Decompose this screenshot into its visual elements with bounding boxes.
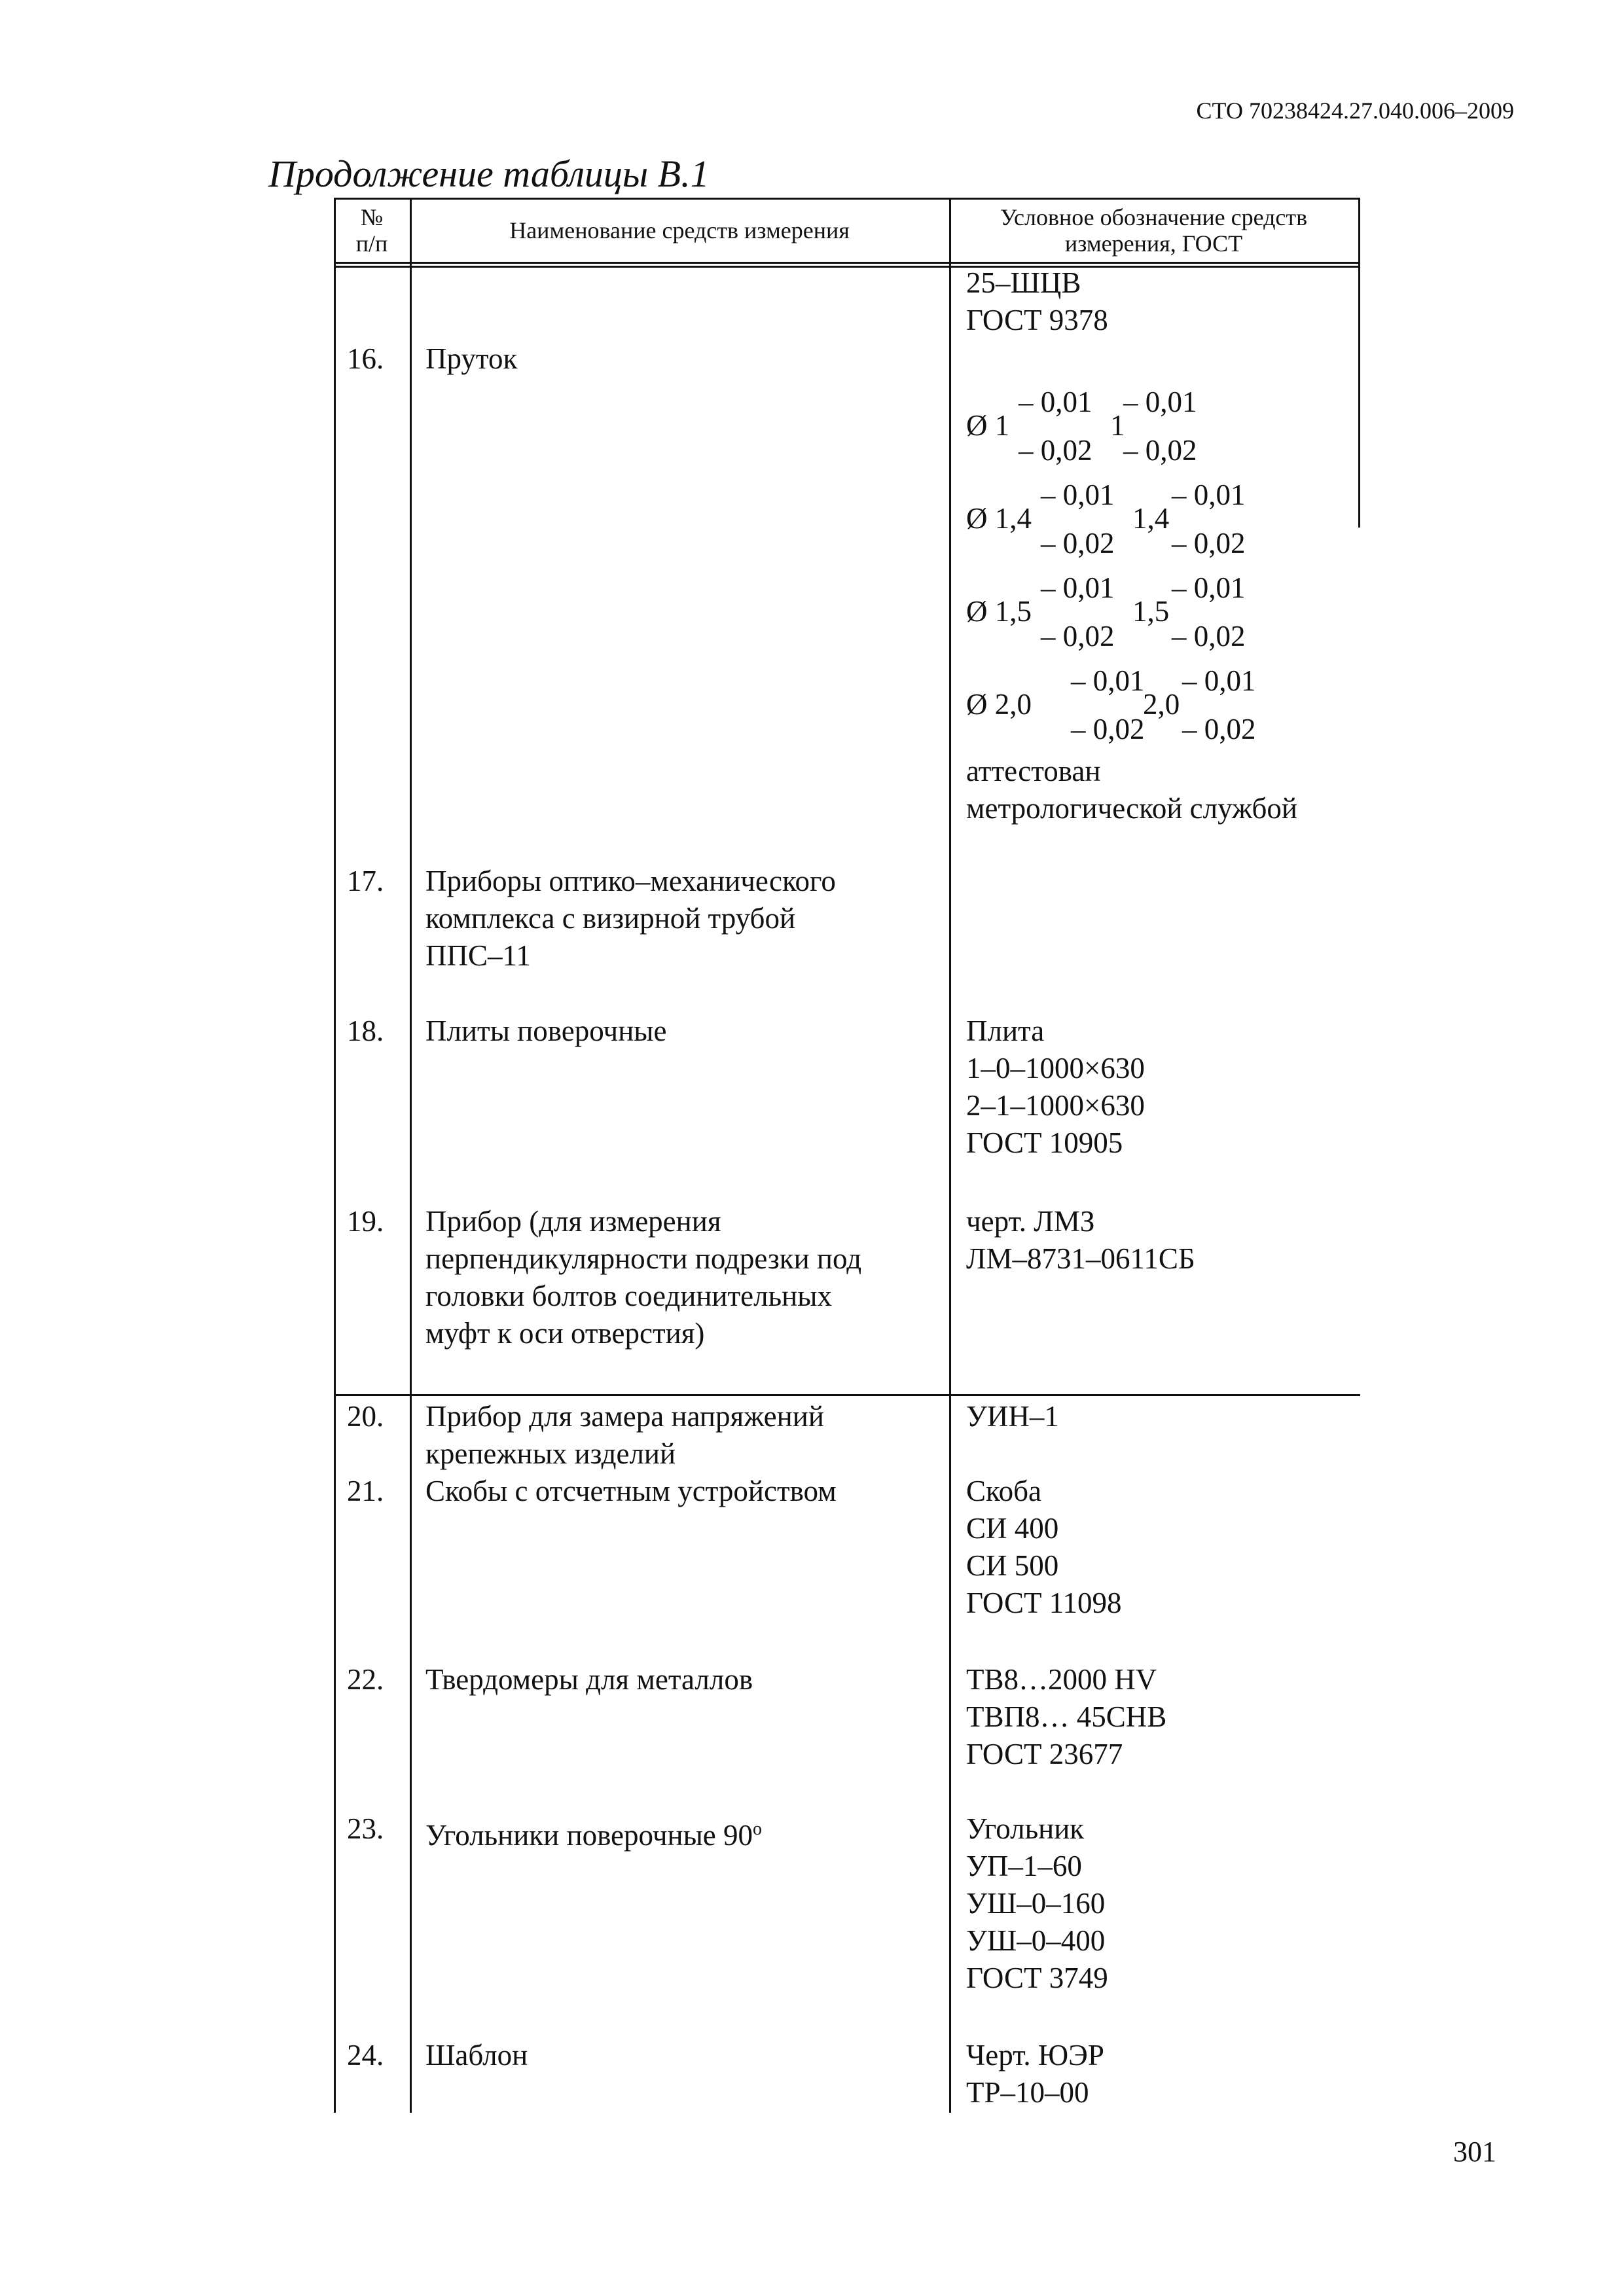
diameter-label: Ø 2,0 (966, 688, 1032, 721)
upper-deviation: – 0,01 (1071, 664, 1145, 697)
row-number: 20. (347, 1400, 384, 1433)
document-code: СТО 70238424.27.040.006–2009 (1196, 98, 1514, 124)
instrument-code: Скоба СИ 400 СИ 500 ГОСТ 11098 (966, 1475, 1122, 1619)
second-dimension: 1,4 (1132, 502, 1170, 535)
column-header-number: № п/п (355, 204, 388, 257)
row-number: 21. (347, 1475, 384, 1507)
row-number: 24. (347, 2039, 384, 2072)
instrument-name (425, 1810, 949, 1854)
diameter-label: Ø 1 (966, 409, 1010, 442)
instrument-name: Приборы оптико–механического комплекса с визирной трубой ППС–11 (425, 865, 836, 972)
lower-deviation: – 0,02 (1172, 527, 1246, 560)
table-cell-code: 25–ШЦВ ГОСТ 9378 (966, 266, 1108, 336)
upper-deviation: – 0,01 (1182, 664, 1256, 697)
instrument-code: Угольник УП–1–60 УШ–0–160 УШ–0–400 ГОСТ 3749 (966, 1812, 1108, 1994)
upper-deviation: – 0,01 (1041, 478, 1115, 511)
instrument-code: Черт. ЮЭР ТР–10–00 (966, 2039, 1104, 2109)
lower-deviation: – 0,02 (1182, 713, 1256, 745)
instrument-name-text: Угольники поверочные 90 (425, 1819, 753, 1852)
column-header-code: Условное обозначение средств измерения, ГОСТ (1000, 204, 1308, 257)
upper-deviation: – 0,01 (1041, 571, 1115, 604)
row-number: 18. (347, 1014, 384, 1047)
instrument-name: Плиты поверочные (425, 1014, 667, 1047)
row-number: 23. (347, 1812, 384, 1845)
row-number: 19. (347, 1205, 384, 1238)
diameter-label: Ø 1,5 (966, 595, 1032, 628)
lower-deviation: – 0,02 (1123, 434, 1197, 467)
lower-deviation: – 0,02 (1172, 620, 1246, 653)
instrument-code: черт. ЛМЗ ЛМ–8731–0611СБ (966, 1205, 1195, 1275)
second-dimension: 1 (1110, 409, 1125, 442)
instrument-name: Пруток (425, 342, 518, 375)
column-header-name: Наименование средств измерения (509, 217, 850, 243)
instrument-name: Скобы с отсчетным устройством (425, 1475, 837, 1507)
degree-superscript: o (753, 1819, 763, 1839)
table-caption: Продолжение таблицы В.1 (268, 152, 710, 195)
upper-deviation: – 0,01 (1172, 478, 1246, 511)
upper-deviation: – 0,01 (1123, 386, 1197, 418)
instrument-name: Твердомеры для металлов (425, 1663, 753, 1696)
instrument-code: УИН–1 (966, 1400, 1059, 1433)
instrument-name: Прибор для замера напряжений крепежных изделий (425, 1400, 824, 1470)
page-number: 301 (1453, 2136, 1496, 2168)
diameter-label: Ø 1,4 (966, 502, 1032, 535)
second-dimension: 1,5 (1132, 595, 1170, 628)
instrument-name: Шаблон (425, 2039, 528, 2072)
instrument-code: ТВ8…2000 HV ТВП8… 45СНВ ГОСТ 23677 (966, 1663, 1167, 1770)
table-body (334, 198, 1360, 2113)
lower-deviation: – 0,02 (1041, 620, 1115, 653)
certified-note: аттестован метрологической службой (966, 755, 1297, 825)
instrument-code: Плита 1–0–1000×630 2–1–1000×630 ГОСТ 10905 (966, 1014, 1145, 1159)
row-number: 16. (347, 342, 384, 375)
lower-deviation: – 0,02 (1019, 434, 1092, 467)
row-number: 17. (347, 865, 384, 897)
lower-deviation: – 0,02 (1041, 527, 1115, 560)
upper-deviation: – 0,01 (1172, 571, 1246, 604)
second-dimension: 2,0 (1143, 688, 1180, 721)
upper-deviation: – 0,01 (1019, 386, 1092, 418)
lower-deviation: – 0,02 (1071, 713, 1145, 745)
instrument-name: Прибор (для измерения перпендикулярности подрезки под головки болтов соединительных муфт к оси отверстия) (425, 1205, 862, 1350)
row-number: 22. (347, 1663, 384, 1696)
